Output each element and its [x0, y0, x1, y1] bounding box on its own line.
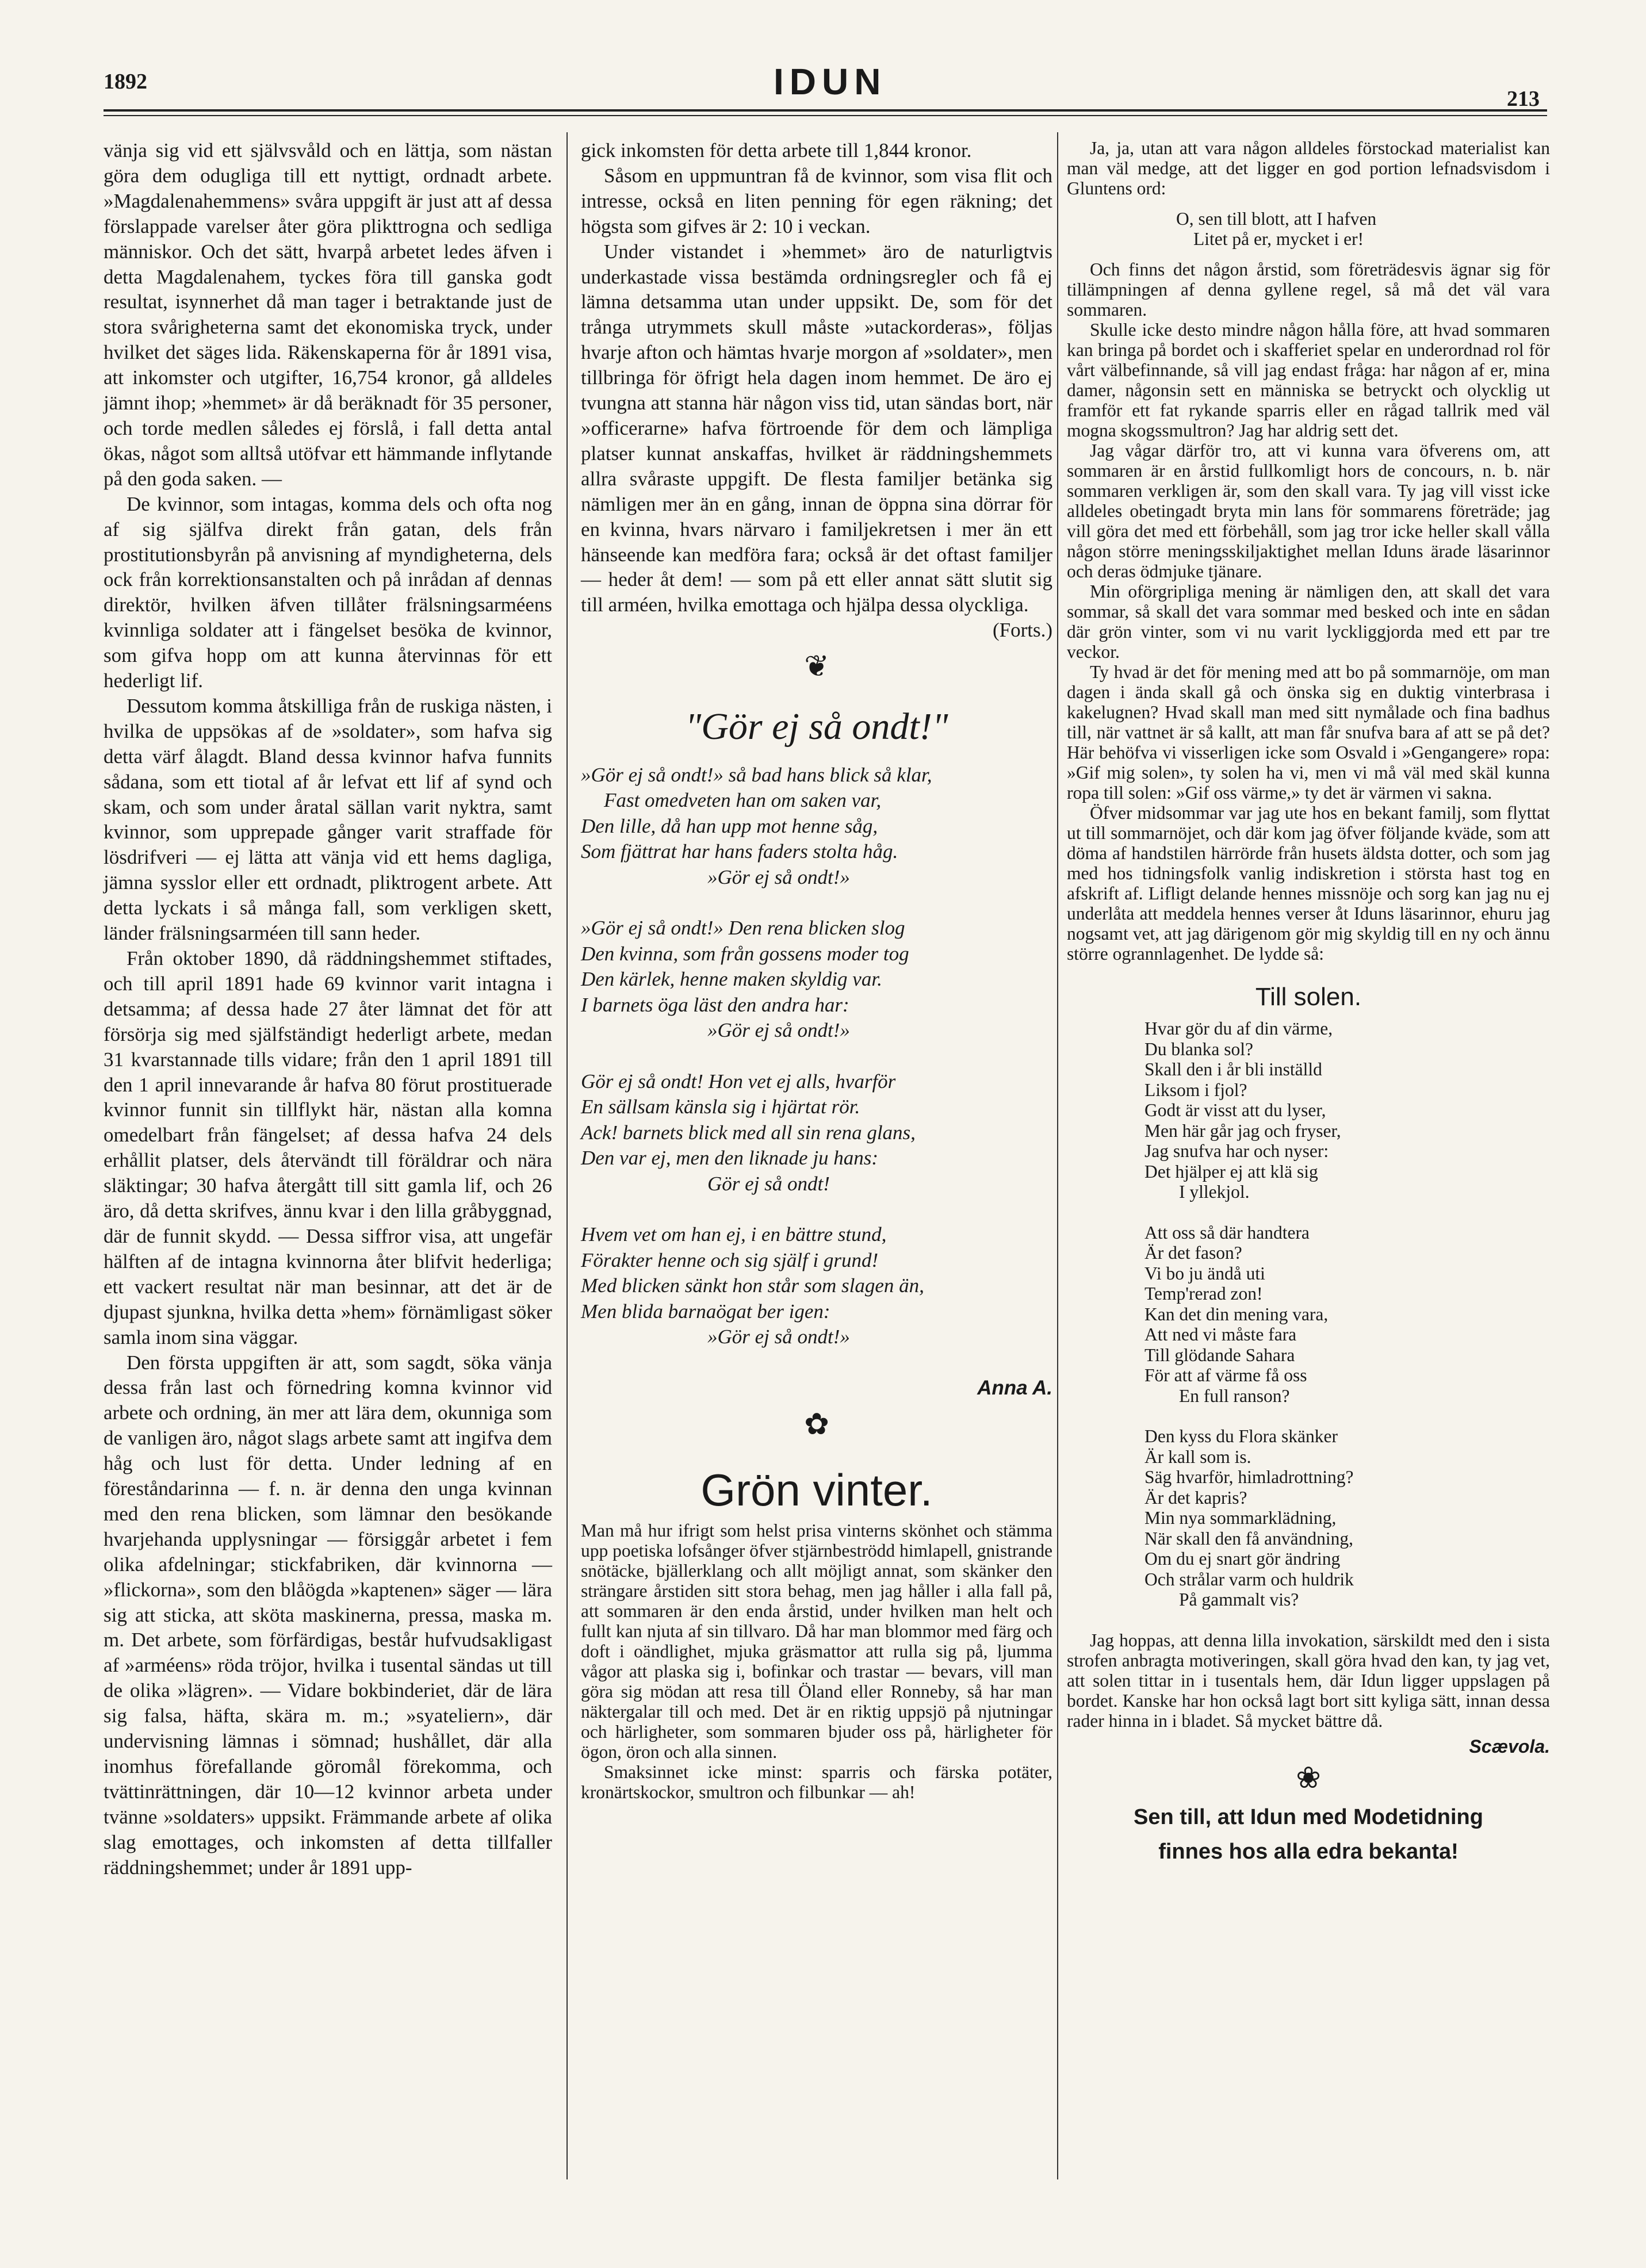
paragraph: Öfver midsommar var jag ute hos en bekant familj, som flyttat ut till sommarnöjet, och där kom jag öfver följande kväde, som att döma af handstilen härrörde från husets äldsta dotter, och som jag med hos tidningsfolk vanlig indiskretion i största hast tog en afskrift af. Lifligt delande hennes missnöje och sorg kan jag nu ej underlåta att meddela hennes verser åt Iduns läsarinnor, ehuru jag nogsamt vet, att jag därigenom gör mig skyldig till en ny och ännu större ogrannlagenhet. De lydde så:: [1067, 803, 1550, 964]
quote-line: O, sen till blott, att I hafven: [1176, 209, 1377, 229]
poem-line: Den kyss du Flora skänker: [1144, 1426, 1338, 1446]
poem-line: Gör ej så ondt!: [707, 1172, 830, 1195]
ornament-icon: ✿: [804, 1408, 829, 1441]
poem-line: Du blanka sol?: [1144, 1039, 1253, 1059]
poem-line: Godt är visst att du lyser,: [1144, 1100, 1326, 1120]
ad-line: Sen till, att Idun med Modetidning: [1134, 1805, 1483, 1829]
stanza: [1144, 1426, 1550, 1610]
stanza: [581, 763, 1052, 891]
poem-line: Kan det din mening vara,: [1144, 1304, 1329, 1324]
poem-line: En full ranson?: [1179, 1385, 1290, 1406]
paragraph: Under vistandet i »hemmet» äro de naturligtvis underkastade vissa bestämda ordningsregler och få ej lämna detsamma utan under uppsikt. De, som för det trånga utrymmets skull måste »utackorderas», följas hvarje afton och hämtas hvarje morgon af »soldater», men tillbringa för öfrigt hela dagen inom hemmet. De äro ej tvungna att stanna här någon viss tid, utan sändas bort, när »officerarne» hafva förtroende för dem och lämpliga platser kunnat anskaffas, hvilket är räddningshemmets allra svåraste uppgift. De flesta familjer betänka sig nämligen mer än en gång, innan de öppna sina dörrar för en kvinna, hvars närvaro i familjekretsen i mer än ett hänseende kan medföra fara; också är det oftast familjer — heder åt dem! — som på ett eller annat sätt slutit sig till arméen, hvilka emottaga och hjälpa dessa olyckliga.: [581, 240, 1052, 616]
ornament-icon: ❀: [1296, 1761, 1321, 1795]
poem-line: Hvar gör du af din värme,: [1144, 1018, 1333, 1039]
header-rule: [104, 109, 1547, 112]
paragraph: De kvinnor, som intagas, komma dels och ofta nog af sig själfva direkt från gatan, dels från prostitutionsbyrån på anvisning af myndigheterna, dels ock från korrektionsanstalten och på inrådan af dennas direktör, hvilken äfven tillåter frälsningsarméens kvinnliga soldater att i fängelset besöka de kvinnor, som gifva hopp om att kunna återvinnas för ett hederligt lif.: [104, 492, 552, 692]
poem-line: Till glödande Sahara: [1144, 1344, 1295, 1365]
page-number: 213: [1507, 87, 1540, 111]
paragraph: Jag hoppas, att denna lilla invokation, särskildt med den i sista strofen anbragta motiveringen, skall göra hvad den kan, ty jag vet, att solen tittar in i tusentals hem, där Idun ligger uppslagen på bordet. Kanske har hon också lagt bort sitt kyliga sätt, innan dessa rader hinna in i bladet. Så mycket bättre då.: [1067, 1630, 1550, 1731]
paragraph: Från oktober 1890, då räddningshemmet stiftades, och till april 1891 hade 69 kvinnor varit intagna i detsamma; af dessa hade 27 åter lämnat det för att försörja sig med själfständigt hederligt arbete, medan 31 kvarstannade tills vidare; från den 1 april 1891 till den 1 april innevarande år hafva 80 förut prostituerade kvinnor funnit sin tillflykt här, nästan alla komna omedelbart från fängelset; af dessa hafva 24 dels erhållit platser, dels återvändt till föräldrar och nära släktingar; 30 hafva återgått till sitt gamla lif, och 26 äro, då detta skrifves, ännu kvar i den lilla gråbyggnad, där de funnit skydd. — Dessa siffror visa, att ungefär hälften af de intagna kvinnorna åter blifvit hederliga; ett vackert resultat när man besinnar, att det är de djupast sjunkna, hvilka detta »hem» förnämligast söker samla inom sina väggar.: [104, 947, 552, 1348]
poem-line: Den kärlek, henne maken skyldig var.: [581, 968, 882, 991]
poem-line: »Gör ej så ondt!»: [707, 1019, 850, 1042]
page-year: 1892: [104, 70, 147, 94]
poem-line: Liksom i fjol?: [1144, 1079, 1247, 1100]
stanza: [581, 915, 1052, 1044]
continued-note: (Forts.): [992, 619, 1052, 642]
poem-line: En sällsam känsla sig i hjärtat rör.: [581, 1095, 860, 1118]
advertisement: [1067, 1800, 1550, 1869]
paragraph: Såsom en uppmuntran få de kvinnor, som visa flit och intresse, också en liten penning för egen räkning; det högsta som gifves är 2: 10 i veckan.: [581, 164, 1052, 237]
paragraph: Dessutom komma åtskilliga från de ruskiga nästen, i hvilka de uppsökas af de »soldater», som hafva sig detta värf ålagdt. Bland dessa kvinnor hafva funnits sådana, som ett tiotal af år lefvat ett lif af synd och skam, och som under åratal sällan varit nyktra, samt kvinnor, som upprepade gånger varit straffade för lösdrifveri — ej lätta att vänja vid ett hems dagliga, jämna sysslor eller ett ordnadt, pliktrogent arbete. Att detta lyckats i så många fall, som verkligen skett, länder frälsningsarméen till sann heder.: [104, 694, 552, 945]
paragraph: Ja, ja, utan att vara någon alldeles förstockad materialist kan man väl medge, att det ligger en god portion lefnadsvisdom i Gluntens ord:: [1067, 138, 1550, 198]
poem-line: Min nya sommarklädning,: [1144, 1508, 1337, 1528]
poem-line: »Gör ej så ondt!»: [707, 865, 850, 888]
poem-line: När skall den få användning,: [1144, 1528, 1354, 1549]
poem-line: Är det fason?: [1144, 1243, 1242, 1263]
poem-line: Med blicken sänkt hon står som slagen än,: [581, 1274, 924, 1297]
poem: [581, 763, 1052, 1350]
stanza: [1144, 1223, 1550, 1407]
poem-line: Men här går jag och fryser,: [1144, 1120, 1341, 1141]
paragraph: Och finns det någon årstid, som företrädesvis ägnar sig för tillämpningen af denna gyllene regel, så må det väl vara sommaren.: [1067, 259, 1550, 320]
poem-line: Den kvinna, som från gossens moder tog: [581, 942, 909, 965]
poem-line: »Gör ej så ondt!» Den rena blicken slog: [581, 917, 905, 940]
paragraph: Min oförgripliga mening är nämligen den, att skall det vara sommar, så skall det vara sommar med besked och inte en sådan där grön vinter, som vi nu varit lyckliggjorda med ett par tre veckor.: [1067, 581, 1550, 662]
column-3: [1067, 138, 1550, 1869]
poem-line: Ack! barnets blick med all sin rena glans,: [581, 1121, 916, 1144]
ornament-icon: ❦: [804, 650, 829, 684]
ad-line: finnes hos alla edra bekanta!: [1158, 1839, 1459, 1864]
paragraph: Jag vågar därför tro, att vi kunna vara öfverens om, att sommaren är en årstid fullkomligt hors de concours, n. b. när sommaren verkligen är, som den skall vara. Ty jag vill visst icke alldeles obetingadt bryta min lans för sommarens företräde; jag vill göra det med ett förbehåll, som jag tror icke heller skall vålla någon större meningsskiljaktighet mellan Iduns ärade läsarinnor och deras ödmjuke tjänare.: [1067, 440, 1550, 581]
poem-line: I barnets öga läst den andra har:: [581, 993, 849, 1016]
paragraph: vänja sig vid ett självsvåld och en lättja, som nästan göra dem odugliga till ett nyttigt, ordnadt arbete. »Magdalenahemmens» svåra uppgift är just att af dessa förslappade varelser åter göra plikttrogna och sedliga människor. Och det sätt, hvarpå arbetet ledes äfven i detta Magdalenahem, tyckes föra till ganska godt resultat, isynnerhet då man tager i betraktande just de stora svårigheterna samt det ekonomiska tryck, under hvilket det säges lida. Räkenskaperna för år 1891 visa, att inkomster och utgifter, 16,754 kronor, gå alldeles jämnt ihop; »hemmet» är då beräknadt för 35 personer, och torde medlen således ej förslå, i fall detta antal ökas, något som alltså utöfvar ett hämmande inflytande på den goda saken. —: [104, 139, 552, 490]
paragraph: Skulle icke desto mindre någon hålla före, att hvad sommaren kan bringa på bordet och i skafferiet spelar en underordnad rol för vårt välbefinnande, så vill jag endast fråga: har någon af er, mina damer, någonsin sett en människa se betryckt och olycklig ut framför ett fat rykande sparris eller en rågad tallrik med väl mogna skogssmultron? Jag har aldrig sett det.: [1067, 320, 1550, 440]
poem-line: Är kall som is.: [1144, 1446, 1251, 1467]
poem-line: Den lille, då han upp mot henne såg,: [581, 814, 878, 837]
stanza: [581, 1069, 1052, 1197]
paragraph: gick inkomsten för detta arbete till 1,844 kronor.: [581, 139, 972, 162]
poem-line: Hvem vet om han ej, i en bättre stund,: [581, 1223, 887, 1246]
paragraph: Den första uppgiften är att, som sagdt, söka vänja dessa från last och förnedring komna kvinnor vid arbete och ordning, än mer att lära dem, okunniga som de vanligen äro, något slags arbete samt att ingifva dem håg och lust för detta. Under ledning af en föreståndarinna — f. n. är denna den unga kvinnan med den rena blicken, som lämnar den besökande hvarjehanda upplysningar — försiggår arbetet i fem olika afdelningar; stickfabriken, där kvinnorna — »flickorna», som den blåögda »kaptenen» säger — lära sig att sticka, att sköta maskinerna, pressa, maska m. m. Det arbete, som förfärdigas, består hufvudsakligast af »arméens» röda tröjor, hvilka i tusental sändas ut till de olika »lägren». — Vidare bokbinderiet, där de lära sig falsa, häfta, skära m. m.; »syateliern», där undervisning lämnas i sömnad; hushållet, där alla inomhus förefallande göromål förekomma, och tvättinrättningen, där 10—12 kvinnor arbeta under tvänne »soldaters» uppsikt. Främmande arbete af olika slag emottages, och inkomsten af detta tillfaller räddningshemmet; under år 1891 upp-: [104, 1351, 552, 1879]
column-2: [581, 138, 1052, 1802]
poem-line: »Gör ej så ondt!» så bad hans blick så klar,: [581, 763, 932, 786]
paragraph: Ty hvad är det för mening med att bo på sommarnöje, om man dagen i ända skall gå och önska sig en duktig vinterbrasa i kakelugnen? Hvad skall man med sitt nymålade och fina badhus till, när vattnet är så kallt, att man får snufva bara af att se på det? Här behöfva vi visserligen icke som Osvald i »Gengangere» ropa: »Gif mig solen», ty solen ha vi, men vi må väl med skäl kunna ropa till solen: »Gif oss värme,» ty det är värmen vi sakna.: [1067, 662, 1550, 803]
poem-title: Till solen.: [1255, 983, 1362, 1011]
quote: [1176, 209, 1550, 249]
poem-line: Och strålar varm och huldrik: [1144, 1569, 1354, 1589]
poem-line: Gör ej så ondt! Hon vet ej alls, hvarför: [581, 1070, 896, 1093]
column-divider: [1057, 132, 1058, 2179]
header-rule-thin: [104, 115, 1547, 116]
poem-line: Säg hvarför, himladrottning?: [1144, 1467, 1354, 1487]
poem-line: På gammalt vis?: [1179, 1589, 1299, 1610]
poem-line: I yllekjol.: [1179, 1182, 1250, 1202]
poem-line: Är det kapris?: [1144, 1487, 1247, 1508]
poem-line: Men blida barnaögat ber igen:: [581, 1300, 830, 1323]
stanza: [1144, 1018, 1550, 1202]
article-title: Grön vinter.: [700, 1464, 933, 1515]
poem-line: Skall den i år bli inställd: [1144, 1059, 1322, 1079]
poem-line: Det hjälper ej att klä sig: [1144, 1161, 1318, 1182]
column-1: [104, 138, 552, 1880]
poem-line: Förakter henne och sig själf i grund!: [581, 1248, 879, 1271]
poem-line: Fast omedveten han om saken var,: [604, 789, 882, 812]
poem-line: Temp'rerad zon!: [1144, 1284, 1263, 1304]
poem-line: »Gör ej så ondt!»: [707, 1325, 850, 1348]
poem-line: Att oss så där handtera: [1144, 1222, 1310, 1243]
poem-title: "Gör ej så ondt!": [685, 706, 948, 748]
stanza: [581, 1222, 1052, 1350]
quote-line: Litet på er, mycket i er!: [1193, 229, 1364, 249]
article-author: Scævola.: [1469, 1736, 1550, 1757]
masthead-title: IDUN: [774, 61, 887, 102]
poem-line: För att af värme få oss: [1144, 1365, 1307, 1385]
poem-line: Den var ej, men den liknade ju hans:: [581, 1147, 879, 1170]
poem-line: Som fjättrat har hans faders stolta håg.: [581, 840, 898, 863]
paragraph: Man må hur ifrigt som helst prisa vinterns skönhet och stämma upp poetiska lofsånger öfver stjärnbeströdd himlapell, gnistrande snötäcke, bjällerklang och allt möjligt annat, som skänker den strängare årstiden sitt stora behag, men jag håller i alla fall på, att sommaren är den enda årstid, under hvilken man helt och fullt kan njuta af sin tillvaro. Då har man blommor med färg och doft i oändlighet, mjuka gräsmattor att rulla sig på, ljumma vågor att plaska sig i, bofinkar och trastar — bevars, vill man göra sig mödan att resa till Öland eller Ronneby, så har man näktergalar till och med. Det är en riktig uppsjö på njutningar och härligheter, som sommaren bjuder oss på, härligheter för ögon, öron och alla sinnen.: [581, 1520, 1052, 1762]
column-divider: [566, 132, 568, 2179]
poem-author: Anna A.: [977, 1376, 1052, 1399]
poem-line: Jag snufva har och nyser:: [1144, 1141, 1329, 1161]
paragraph: Smaksinnet icke minst: sparris och färska potäter, kronärtskockor, smultron och filbunkar — ah!: [581, 1761, 1052, 1802]
poem-line: Att ned vi måste fara: [1144, 1324, 1297, 1344]
poem: [1144, 1018, 1550, 1610]
poem-line: Om du ej snart gör ändring: [1144, 1549, 1341, 1569]
poem-line: Vi bo ju ändå uti: [1144, 1263, 1265, 1284]
